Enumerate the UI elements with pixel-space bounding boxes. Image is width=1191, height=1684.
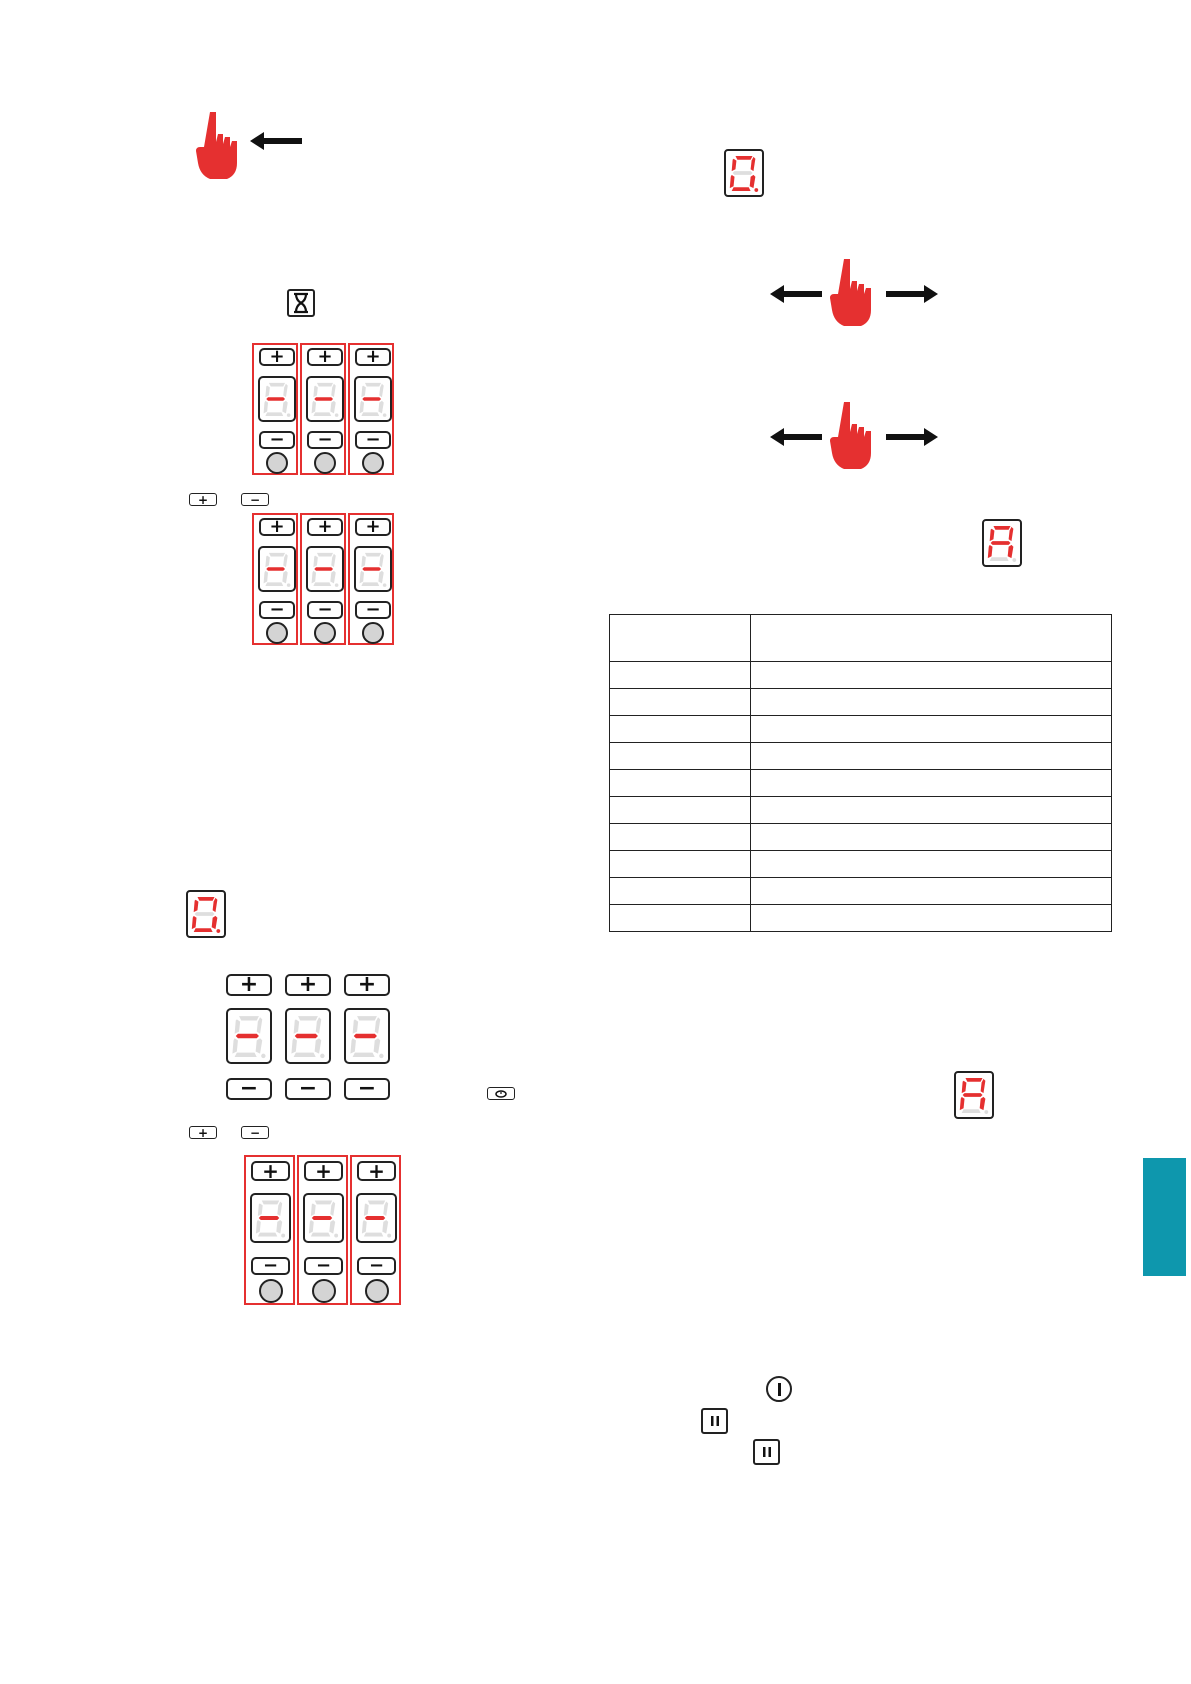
plus-button[interactable]: + — [357, 1161, 396, 1181]
table-cell — [751, 689, 1112, 716]
table-cell — [751, 743, 1112, 770]
segment-dot — [335, 413, 339, 417]
segment-d — [732, 187, 751, 191]
segment-a — [269, 383, 285, 387]
segment-d — [962, 1109, 981, 1113]
digit-segments — [305, 1195, 342, 1241]
table-row — [610, 716, 1112, 743]
segment-b — [1009, 527, 1014, 541]
segment-b — [379, 384, 383, 397]
small-plus-key: + — [189, 493, 217, 506]
segment-c — [329, 1220, 335, 1234]
segment-g — [312, 1216, 332, 1220]
table-cell — [610, 689, 751, 716]
digit-segments — [260, 378, 294, 420]
segment-d — [294, 1053, 316, 1057]
segment-dot — [261, 1054, 265, 1058]
digit-display — [258, 546, 296, 592]
minus-button[interactable]: − — [307, 431, 343, 449]
segment-b — [379, 554, 383, 567]
segment-dot — [287, 583, 291, 587]
select-button[interactable] — [266, 452, 288, 474]
table-cell — [610, 851, 751, 878]
digit-display — [226, 1008, 272, 1064]
segment-a — [239, 1016, 259, 1020]
timer-icon — [487, 1087, 515, 1100]
plus-button[interactable]: + — [355, 518, 391, 536]
segment-g — [365, 1216, 385, 1220]
segment-f — [265, 556, 269, 568]
plus-button[interactable]: + — [307, 348, 343, 366]
segment-g — [733, 171, 753, 175]
table-cell — [610, 797, 751, 824]
table-cell — [751, 905, 1112, 932]
table-cell — [751, 824, 1112, 851]
minus-button[interactable]: − — [344, 1078, 390, 1100]
digit-display — [306, 546, 344, 592]
segment-e — [264, 401, 268, 414]
select-button[interactable] — [266, 622, 288, 644]
plus-button[interactable]: + — [355, 348, 391, 366]
segment-a — [317, 553, 333, 557]
segment-e — [312, 401, 316, 414]
digit-segments — [356, 548, 390, 590]
segment-c — [750, 175, 756, 188]
segment-f — [990, 529, 995, 541]
segment-g — [259, 1216, 279, 1220]
segment-c — [378, 571, 383, 584]
pointing-hand-icon — [830, 257, 874, 327]
segment-d — [361, 412, 379, 416]
segment-f — [361, 386, 365, 398]
digit-display — [285, 1008, 331, 1064]
segment-e — [291, 1038, 297, 1053]
segment-f — [235, 1019, 241, 1033]
indicator-display-top — [724, 149, 764, 197]
digit-panel — [300, 343, 346, 475]
segment-f — [311, 1203, 316, 1216]
segment-dot — [334, 1234, 338, 1238]
segment-dot — [383, 583, 387, 587]
table-cell — [610, 662, 751, 689]
arrow-right-icon — [884, 283, 938, 305]
segment-dot — [281, 1234, 285, 1238]
segment-a — [965, 1078, 982, 1082]
table-row — [610, 905, 1112, 932]
pause-icon — [701, 1408, 728, 1434]
minus-button[interactable]: − — [259, 601, 295, 619]
digit-panel — [297, 1155, 348, 1305]
digit-segments — [252, 1195, 289, 1241]
segment-e — [232, 1038, 238, 1053]
segment-d — [194, 928, 213, 932]
digit-display — [250, 1193, 291, 1243]
segment-g — [266, 567, 285, 571]
segment-f — [313, 386, 317, 398]
segment-dot — [320, 1054, 324, 1058]
segment-a — [315, 1200, 333, 1204]
minus-button[interactable]: − — [357, 1257, 396, 1275]
segment-d — [353, 1053, 375, 1057]
select-button[interactable] — [362, 622, 384, 644]
table-row — [610, 824, 1112, 851]
segment-c — [256, 1038, 263, 1053]
segment-dot — [335, 583, 339, 587]
segment-c — [212, 916, 218, 929]
segment-b — [257, 1017, 263, 1034]
segment-a — [365, 383, 381, 387]
table-header-cell — [610, 615, 751, 662]
table-cell — [751, 716, 1112, 743]
minus-button[interactable]: − — [285, 1078, 331, 1100]
segment-d — [311, 1233, 330, 1237]
segment-e — [350, 1038, 356, 1053]
plus-button[interactable]: + — [226, 974, 272, 996]
segment-b — [751, 157, 756, 171]
segment-c — [315, 1038, 322, 1053]
table-cell — [751, 797, 1112, 824]
digit-segments — [356, 378, 390, 420]
segment-g — [295, 1034, 318, 1038]
segment-dot — [984, 1110, 988, 1114]
segment-a — [365, 553, 381, 557]
table-cell — [610, 743, 751, 770]
table-cell — [610, 824, 751, 851]
digit-segments — [346, 1010, 388, 1062]
segment-f — [313, 556, 317, 568]
segment-dot — [1012, 558, 1016, 562]
table-cell — [610, 878, 751, 905]
segment-b — [330, 1201, 335, 1216]
segment-g — [314, 567, 333, 571]
power-icon — [766, 1376, 792, 1402]
digit-display — [354, 376, 392, 422]
segment-f — [962, 1081, 967, 1093]
segment-dot — [383, 413, 387, 417]
segment-g — [362, 567, 381, 571]
digit-display — [356, 1193, 397, 1243]
segment-d — [364, 1233, 383, 1237]
segment-a — [269, 553, 285, 557]
pause-icon — [753, 1439, 780, 1465]
select-button[interactable] — [365, 1279, 389, 1303]
segment-d — [313, 582, 331, 586]
segment-a — [317, 383, 333, 387]
digit-display — [258, 376, 296, 422]
digit-segments — [287, 1010, 329, 1062]
segment-e — [256, 1220, 261, 1234]
segment-e — [960, 1097, 965, 1110]
segment-e — [362, 1220, 367, 1234]
segment-a — [298, 1016, 318, 1020]
indicator-display-a-2 — [954, 1071, 994, 1119]
table-cell — [610, 770, 751, 797]
segment-c — [282, 401, 287, 414]
segment-f — [294, 1019, 300, 1033]
digit-panel — [244, 1155, 295, 1305]
segment-d — [265, 582, 283, 586]
digit-panel — [300, 513, 346, 645]
digit-segments — [260, 548, 294, 590]
digit-display — [303, 1193, 344, 1243]
segment-b — [375, 1017, 381, 1034]
table-cell — [610, 716, 751, 743]
minus-button[interactable]: − — [304, 1257, 343, 1275]
indicator-segments — [984, 521, 1020, 565]
segment-a — [357, 1016, 377, 1020]
segment-e — [360, 401, 364, 414]
select-button[interactable] — [362, 452, 384, 474]
select-button[interactable] — [312, 1279, 336, 1303]
segment-e — [192, 916, 197, 929]
table-header-cell — [751, 615, 1112, 662]
segment-f — [258, 1203, 263, 1216]
digit-segments — [308, 548, 342, 590]
segment-b — [283, 384, 287, 397]
segment-f — [194, 900, 199, 912]
minus-button[interactable]: − — [226, 1078, 272, 1100]
arrow-left-icon — [250, 130, 306, 152]
digit-panel — [350, 1155, 401, 1305]
table-row — [610, 689, 1112, 716]
segment-e — [988, 545, 993, 558]
table-row — [610, 662, 1112, 689]
digit-panel — [348, 343, 394, 475]
digit-segments — [308, 378, 342, 420]
segment-c — [276, 1220, 282, 1234]
segment-b — [331, 384, 335, 397]
segment-c — [282, 571, 287, 584]
segment-f — [732, 159, 737, 171]
select-button[interactable] — [314, 622, 336, 644]
segment-d — [265, 412, 283, 416]
table-row — [610, 797, 1112, 824]
segment-g — [236, 1034, 259, 1038]
segment-c — [330, 401, 335, 414]
segment-e — [312, 571, 316, 584]
segment-b — [316, 1017, 322, 1034]
segment-b — [277, 1201, 282, 1216]
table-cell — [751, 851, 1112, 878]
digit-display — [354, 546, 392, 592]
digit-panel — [252, 343, 298, 475]
segment-dot — [387, 1234, 391, 1238]
table-row — [610, 743, 1112, 770]
segment-g — [362, 397, 381, 401]
segment-a — [735, 156, 752, 160]
segment-f — [265, 386, 269, 398]
segment-a — [262, 1200, 280, 1204]
segment-e — [360, 571, 364, 584]
minus-button[interactable]: − — [251, 1257, 290, 1275]
table-cell — [751, 662, 1112, 689]
small-plus-key: + — [189, 1126, 217, 1139]
select-button[interactable] — [314, 452, 336, 474]
indicator-segments — [726, 151, 762, 195]
plus-button[interactable]: + — [259, 348, 295, 366]
segment-a — [197, 897, 214, 901]
indicator-display-a-1 — [982, 519, 1022, 567]
digit-segments — [358, 1195, 395, 1241]
segment-g — [354, 1034, 377, 1038]
segment-e — [309, 1220, 314, 1234]
small-minus-key: − — [241, 1126, 269, 1139]
hourglass-icon — [287, 289, 315, 317]
digit-display — [344, 1008, 390, 1064]
segment-g — [314, 397, 333, 401]
small-minus-key: − — [241, 493, 269, 506]
segment-g — [991, 541, 1011, 545]
segment-g — [963, 1093, 983, 1097]
segment-b — [331, 554, 335, 567]
segment-a — [368, 1200, 386, 1204]
segment-g — [195, 912, 215, 916]
segment-c — [382, 1220, 388, 1234]
table-cell — [751, 878, 1112, 905]
chapter-tab — [1143, 1158, 1186, 1276]
segment-dot — [379, 1054, 383, 1058]
plus-button[interactable]: + — [259, 518, 295, 536]
segment-e — [730, 175, 735, 188]
plus-button[interactable]: + — [307, 518, 343, 536]
segment-d — [313, 412, 331, 416]
digit-panel — [348, 513, 394, 645]
segment-d — [235, 1053, 257, 1057]
segment-d — [361, 582, 379, 586]
table-header-row — [610, 615, 1112, 662]
segment-c — [330, 571, 335, 584]
arrow-left-icon — [770, 426, 824, 448]
segment-b — [981, 1079, 986, 1093]
segment-d — [990, 557, 1009, 561]
table-cell — [751, 770, 1112, 797]
segment-dot — [754, 188, 758, 192]
segment-c — [1008, 545, 1014, 558]
segment-b — [383, 1201, 388, 1216]
segment-c — [374, 1038, 381, 1053]
minus-button[interactable]: − — [307, 601, 343, 619]
segment-dot — [287, 413, 291, 417]
segment-f — [361, 556, 365, 568]
pointing-hand-icon — [196, 110, 240, 180]
digit-segments — [228, 1010, 270, 1062]
minus-button[interactable]: − — [355, 431, 391, 449]
table-row — [610, 878, 1112, 905]
plus-button[interactable]: + — [285, 974, 331, 996]
table-row — [610, 851, 1112, 878]
pointing-hand-icon — [830, 400, 874, 470]
table-row — [610, 770, 1112, 797]
digit-panel — [252, 513, 298, 645]
plus-button[interactable]: + — [251, 1161, 290, 1181]
indicator-segments — [956, 1073, 992, 1117]
segment-a — [993, 526, 1010, 530]
plus-button[interactable]: + — [344, 974, 390, 996]
minus-button[interactable]: − — [259, 431, 295, 449]
segment-f — [364, 1203, 369, 1216]
segment-c — [980, 1097, 986, 1110]
segment-d — [258, 1233, 277, 1237]
segment-b — [283, 554, 287, 567]
indicator-segments — [188, 892, 224, 936]
settings-table — [609, 614, 1112, 932]
plus-button[interactable]: + — [304, 1161, 343, 1181]
digit-display — [306, 376, 344, 422]
arrow-right-icon — [884, 426, 938, 448]
segment-c — [378, 401, 383, 414]
minus-button[interactable]: − — [355, 601, 391, 619]
segment-g — [266, 397, 285, 401]
select-button[interactable] — [259, 1279, 283, 1303]
segment-e — [264, 571, 268, 584]
indicator-display-left — [186, 890, 226, 938]
arrow-left-icon — [770, 283, 824, 305]
segment-f — [353, 1019, 359, 1033]
segment-b — [213, 898, 218, 912]
segment-dot — [216, 929, 220, 933]
table-cell — [610, 905, 751, 932]
